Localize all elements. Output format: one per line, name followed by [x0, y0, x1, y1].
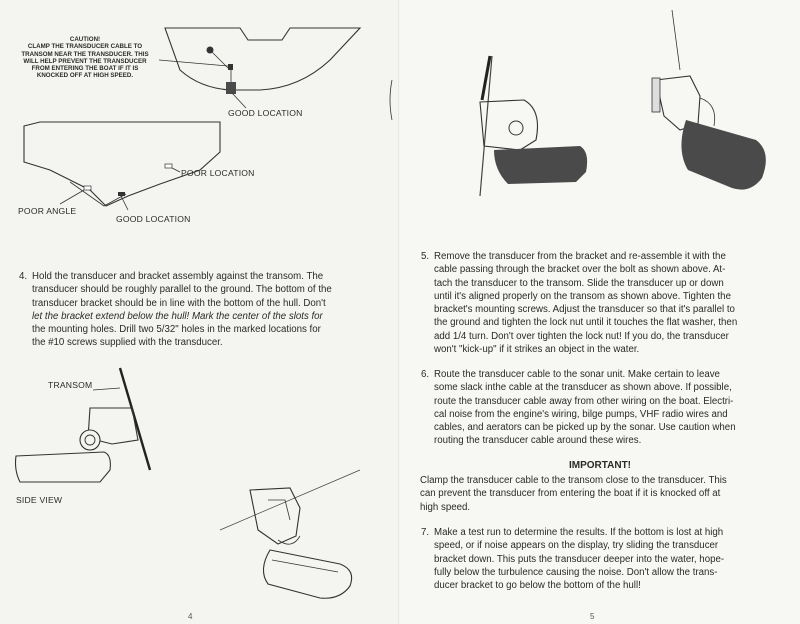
step-line: fully below the turbulence causing the noise. Don't allow the trans- — [434, 566, 718, 578]
step-line: routing the transducer cable around these wires. — [434, 435, 642, 447]
caution-line: FROM ENTERING THE BOAT IF IT IS — [31, 65, 139, 73]
good-location-label-top: GOOD LOCATION — [228, 108, 303, 118]
step-line: cable passing through the bracket over the bolt as shown above. At- — [434, 264, 726, 276]
step-line: tach the transducer to the transom. Slide the transducer up or down — [434, 277, 724, 289]
step-line: route the transducer cable away from other wiring on the boat. Electri- — [434, 395, 734, 407]
step-line: Make a test run to determine the results. If the bottom is lost at high — [434, 527, 724, 538]
step-line: won't "kick-up" if it strikes an object in the water. — [434, 344, 640, 356]
step-line: cables, and aerators can be picked up by the sonar. Use caution when — [434, 422, 736, 434]
step-5-text — [421, 250, 764, 356]
step-line: transducer bracket should be in line with the bottom of the hull. Don't — [32, 297, 326, 309]
transducer-side-view-diagram — [0, 360, 400, 620]
step-line: Route the transducer cable to the sonar unit. Make certain to leave — [434, 369, 720, 380]
caution-line: TRANSOM NEAR THE TRANSDUCER. THIS — [21, 50, 149, 58]
poor-angle-label: POOR ANGLE — [18, 206, 77, 216]
step-line: add 1/4 turn. Don't over tighten the lock nut! If you do, the transducer — [434, 330, 729, 342]
important-heading: IMPORTANT! — [568, 460, 632, 471]
caution-line: KNOCKED OFF AT HIGH SPEED. — [36, 72, 134, 80]
good-location-label-bottom: GOOD LOCATION — [116, 214, 191, 224]
step-6-text — [421, 368, 764, 448]
page-number: 5 — [590, 612, 595, 621]
step-number: 5. — [421, 251, 430, 262]
step-number: 7. — [421, 527, 430, 538]
caution-line: CAUTION! — [69, 36, 101, 43]
step-line: speed, or if noise appears on the display, try sliding the transducer — [434, 540, 719, 552]
important-text — [420, 474, 766, 514]
step-number: 4. — [19, 271, 28, 282]
page-number: 4 — [188, 612, 193, 621]
step-line: Hold the transducer and bracket assembly against the transom. The — [32, 271, 324, 282]
step-line: ducer bracket to go below the bottom of the hull! — [434, 580, 641, 592]
step-line: bracket's mounting screws. Adjust the transducer so that it's parallel to — [434, 304, 735, 316]
step-line: the ground and tighten the lock nut until it touches the flat washer, then — [434, 317, 738, 329]
step-number: 6. — [421, 369, 430, 380]
important-line: high speed. — [420, 501, 471, 513]
step-line: Remove the transducer from the bracket and re-assemble it with the — [434, 251, 726, 262]
right-manual-page — [400, 0, 800, 624]
side-view-label: SIDE VIEW — [16, 495, 63, 505]
step-line: the mounting holes. Drill two 5/32" holes in the marked locations for — [32, 324, 321, 336]
step-line: transducer should be roughly parallel to the ground. The bottom of the — [32, 284, 332, 296]
caution-line: CLAMP THE TRANSDUCER CABLE TO — [27, 43, 143, 51]
step-7-text — [421, 526, 764, 592]
step-4-text — [19, 270, 359, 350]
transom-label: TRANSOM — [48, 380, 93, 390]
step-line: cal noise from the engine's wiring, bilge pumps, VHF radio wires and — [434, 408, 728, 420]
important-line: can prevent the transducer from entering the boat if it is knocked off at — [420, 488, 721, 500]
transducer-mounting-diagram — [400, 0, 800, 220]
step-line: let the bracket extend below the hull! Mark the center of the slots for — [32, 310, 323, 322]
poor-location-label: POOR LOCATION — [181, 168, 255, 178]
step-line: the #10 screws supplied with the transducer. — [32, 337, 223, 349]
caution-line: WILL HELP PREVENT THE TRANSDUCER — [23, 57, 147, 65]
step-line: bracket down. This puts the transducer deeper into the water, hope- — [434, 553, 725, 565]
important-line: Clamp the transducer cable to the transom close to the transducer. This — [420, 475, 727, 486]
step-line: some slack inthe cable at the transducer as shown above. If possible, — [434, 382, 732, 394]
step-line: until it's aligned properly on the transom as shown above. Tighten the — [434, 290, 731, 302]
